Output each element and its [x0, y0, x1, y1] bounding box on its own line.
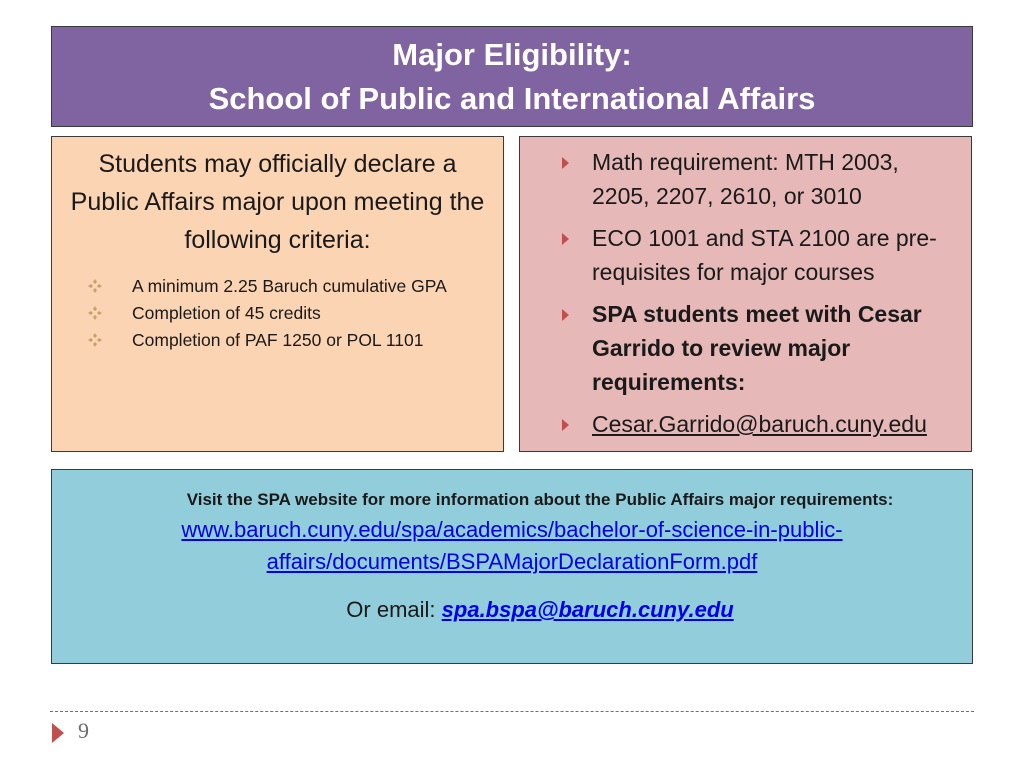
email-line [52, 597, 972, 623]
criteria-text: Completion of 45 credits [132, 303, 321, 323]
requirement-text: ECO 1001 and STA 2100 are pre-requisites for major courses [592, 225, 937, 285]
spa-website-link[interactable]: www.baruch.cuny.edu/spa/academics/bachelor-of-science-in-public-affairs/documents/BSPAMajorDeclarationForm.pdf [181, 517, 843, 574]
requirement-item [560, 297, 961, 399]
criteria-text: A minimum 2.25 Baruch cumulative GPA [132, 276, 447, 296]
criteria-text: Completion of PAF 1250 or POL 1101 [132, 330, 424, 350]
requirements-panel [519, 136, 972, 452]
triangle-bullet-icon [562, 233, 569, 245]
title-line-2: School of Public and International Affairs [208, 80, 816, 116]
criteria-item [88, 300, 493, 327]
criteria-panel [51, 136, 504, 452]
page-number: 9 [78, 718, 89, 743]
criteria-list [62, 273, 493, 354]
criteria-item [88, 273, 493, 300]
criteria-intro: Students may officially declare a Public Affairs major upon meeting the following criteria: [70, 150, 485, 254]
triangle-bullet-icon [562, 157, 569, 169]
requirement-item [560, 407, 961, 441]
requirement-text: SPA students meet with Cesar Garrido to review major requirements: [592, 301, 922, 395]
spa-email-link[interactable]: spa.bspa@baruch.cuny.edu [441, 597, 734, 622]
requirement-text: Math requirement: MTH 2003, 2205, 2207, 2610, or 3010 [592, 149, 899, 209]
requirement-item [560, 221, 961, 289]
advisor-email-link[interactable]: Cesar.Garrido@baruch.cuny.edu [592, 411, 927, 437]
visit-website-text: Visit the SPA website for more information about the Public Affairs major requirements: [186, 490, 894, 509]
email-prefix: Or email: [346, 597, 442, 622]
diamond-bullet-icon [88, 333, 102, 347]
requirements-list [560, 145, 961, 441]
title-line-1: Major Eligibility: [392, 36, 632, 72]
requirement-item [560, 145, 961, 213]
triangle-bullet-icon [562, 419, 569, 431]
slide-title [51, 26, 973, 127]
footer-divider [50, 711, 974, 712]
footer-arrow-icon [52, 723, 64, 743]
criteria-item [88, 327, 493, 354]
triangle-bullet-icon [562, 309, 569, 321]
diamond-bullet-icon [88, 279, 102, 293]
diamond-bullet-icon [88, 306, 102, 320]
info-panel [51, 469, 973, 664]
